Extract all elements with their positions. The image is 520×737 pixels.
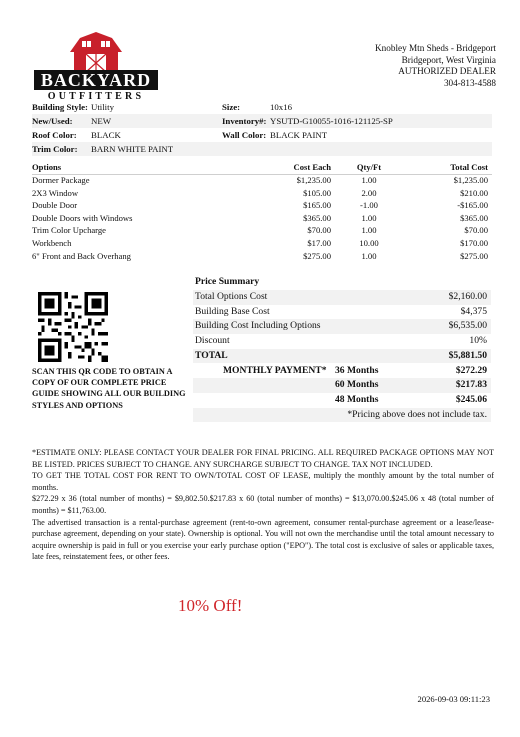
option-total: $275.00 xyxy=(460,250,488,261)
qr-caption: SCAN THIS QR CODE TO OBTAIN A COPY OF OUR COMPLETE PRICE GUIDE SHOWING ALL OUR BUILDING STYLES AND OPTIONS xyxy=(32,367,186,410)
tax-note: *Pricing above does not include tax. xyxy=(347,408,487,420)
option-total: $70.00 xyxy=(464,225,488,236)
info-row xyxy=(32,128,492,142)
discount-label: Discount xyxy=(195,335,230,347)
monthly-term: 48 Months xyxy=(335,393,379,405)
base-cost-value: $4,375 xyxy=(460,305,487,317)
option-name: Double Doors with Windows xyxy=(32,212,133,223)
option-name: Workbench xyxy=(32,238,72,248)
table-row xyxy=(32,174,492,187)
monthly-term: 36 Months xyxy=(335,364,379,376)
roof-value: BLACK xyxy=(91,130,121,140)
option-qty: 1.00 xyxy=(361,250,377,261)
inventory-label: Inventory#: xyxy=(222,116,267,126)
option-cost: $165.00 xyxy=(303,200,331,211)
option-total: $210.00 xyxy=(460,187,488,198)
option-cost: $1,235.00 xyxy=(296,175,331,185)
total-options-value: $2,160.00 xyxy=(448,291,487,302)
option-total: $365.00 xyxy=(460,212,488,223)
dealer-name: Knobley Mtn Sheds - Bridgeport xyxy=(375,43,496,53)
logo-line1: BACKYARD xyxy=(40,70,152,90)
options-header xyxy=(32,161,492,174)
option-qty: 1.00 xyxy=(361,225,377,236)
size-label: Size: xyxy=(222,102,241,112)
table-row xyxy=(32,187,492,200)
timestamp: 2026-09-03 09:11:23 xyxy=(417,694,490,704)
inventory-value: YSUTD-G10055-1016-121125-SP xyxy=(270,116,393,126)
monthly-term: 60 Months xyxy=(335,379,379,391)
option-cost: $17.00 xyxy=(307,238,331,248)
option-qty: 10.00 xyxy=(359,238,379,248)
col-options: Options xyxy=(32,162,62,172)
qr-code[interactable] xyxy=(38,292,108,362)
option-cost: $70.00 xyxy=(307,225,331,236)
option-qty: 1.00 xyxy=(361,175,377,185)
incl-cost-label: Building Cost Including Options xyxy=(195,320,321,332)
roof-label: Roof Color: xyxy=(32,130,77,140)
dealer-status: AUTHORIZED DEALER xyxy=(398,66,496,77)
logo-line2: OUTFITTERS xyxy=(47,91,145,100)
option-total: $170.00 xyxy=(460,238,488,248)
summary-title: Price Summary xyxy=(195,276,260,287)
monthly-amount: $272.29 xyxy=(455,364,487,376)
monthly-row xyxy=(193,393,491,408)
col-cost-each: Cost Each xyxy=(293,162,331,172)
info-row xyxy=(32,100,492,114)
condition-value: NEW xyxy=(91,116,112,126)
table-row xyxy=(32,224,492,237)
wall-label: Wall Color: xyxy=(222,130,267,140)
option-cost: $275.00 xyxy=(303,250,331,261)
col-total: Total Cost xyxy=(450,162,488,172)
summary-title-row xyxy=(193,275,491,290)
total-options-label: Total Options Cost xyxy=(195,291,268,302)
table-row xyxy=(32,199,492,212)
tax-note-row xyxy=(193,408,491,423)
info-row xyxy=(32,142,492,156)
summary-row xyxy=(193,334,491,349)
monthly-row xyxy=(193,378,491,393)
style-value: Utility xyxy=(91,102,114,112)
summary-row xyxy=(193,290,491,305)
incl-cost-value: $6,535.00 xyxy=(448,320,487,332)
monthly-row xyxy=(193,364,491,379)
rental-purchase-disclaimer: The advertised transaction is a rental-purchase agreement (rent-to-own agreement, consumer rental-purchase agreement or a lease/lease-purchase agreement, depending on your state). Ownership is optional. You will not own the merchandise until the total amount necessary to acquire ownership is paid in full or you exercise your early purchase option ("EPO"). The total cost is exclusive of sales or applicable taxes, late fees, reinstatement fees, or other fees. xyxy=(32,517,494,562)
backyard-outfitters-logo xyxy=(32,30,160,100)
option-qty: 1.00 xyxy=(361,212,377,223)
discount-value: 10% xyxy=(469,335,487,347)
option-name: Dormer Package xyxy=(32,175,90,185)
condition-label: New/Used: xyxy=(32,116,73,126)
size-value: 10x16 xyxy=(270,102,292,112)
summary-row xyxy=(193,319,491,334)
trim-value: BARN WHITE PAINT xyxy=(91,144,174,154)
option-cost: $105.00 xyxy=(303,187,331,198)
col-qty: Qty/Ft xyxy=(356,162,382,172)
option-name: 2X3 Window xyxy=(32,187,79,198)
option-cost: $365.00 xyxy=(303,212,331,223)
discount-banner: 10% Off! xyxy=(178,596,243,615)
option-name: 6" Front and Back Overhang xyxy=(32,250,131,261)
table-row xyxy=(32,237,492,250)
trim-label: Trim Color: xyxy=(32,144,78,154)
total-label: TOTAL xyxy=(195,349,228,361)
option-name: Double Door xyxy=(32,200,78,211)
estimate-disclaimer: *ESTIMATE ONLY: PLEASE CONTACT YOUR DEALER FOR FINAL PRICING. ALL REQUIRED PACKAGE OPTIONS MAY NOT BE LISTED. PRICES SUBJECT TO CHANGE. ANY SURCHARGE SUBJECT TO CHANGE. TAX NOT INCLUDED. xyxy=(32,448,494,469)
option-name: Trim Color Upcharge xyxy=(32,225,106,236)
option-qty: -1.00 xyxy=(360,200,378,211)
summary-row xyxy=(193,349,491,364)
option-total: $1,235.00 xyxy=(453,175,488,185)
option-qty: 2.00 xyxy=(361,187,377,198)
monthly-amount: $217.83 xyxy=(455,379,487,391)
option-total: -$165.00 xyxy=(457,200,488,211)
dealer-info xyxy=(375,43,496,89)
info-row xyxy=(32,114,492,128)
wall-value: BLACK PAINT xyxy=(270,130,328,140)
dealer-location: Bridgeport, West Virginia xyxy=(401,54,496,65)
total-value: $5,881.50 xyxy=(448,349,487,361)
monthly-amount: $245.06 xyxy=(455,393,487,405)
base-cost-label: Building Base Cost xyxy=(195,305,270,317)
monthly-label: MONTHLY PAYMENT* xyxy=(223,364,327,376)
summary-row xyxy=(193,305,491,320)
table-row xyxy=(32,250,492,263)
disclaimer xyxy=(32,447,494,563)
total-cost-instructions: TO GET THE TOTAL COST FOR RENT TO OWN/TOTAL COST OF LEASE, multiply the monthly amount by the total number of months. xyxy=(32,471,494,492)
table-row xyxy=(32,212,492,225)
total-cost-calculation: $272.29 x 36 (total number of months) = $9,802.50.$217.83 x 60 (total number of months) = $13,070.00.$245.06 x 48 (total number of months) = $11,763.00. xyxy=(32,494,494,515)
style-label: Building Style: xyxy=(32,102,88,112)
dealer-phone: 304-813-4588 xyxy=(443,77,496,88)
